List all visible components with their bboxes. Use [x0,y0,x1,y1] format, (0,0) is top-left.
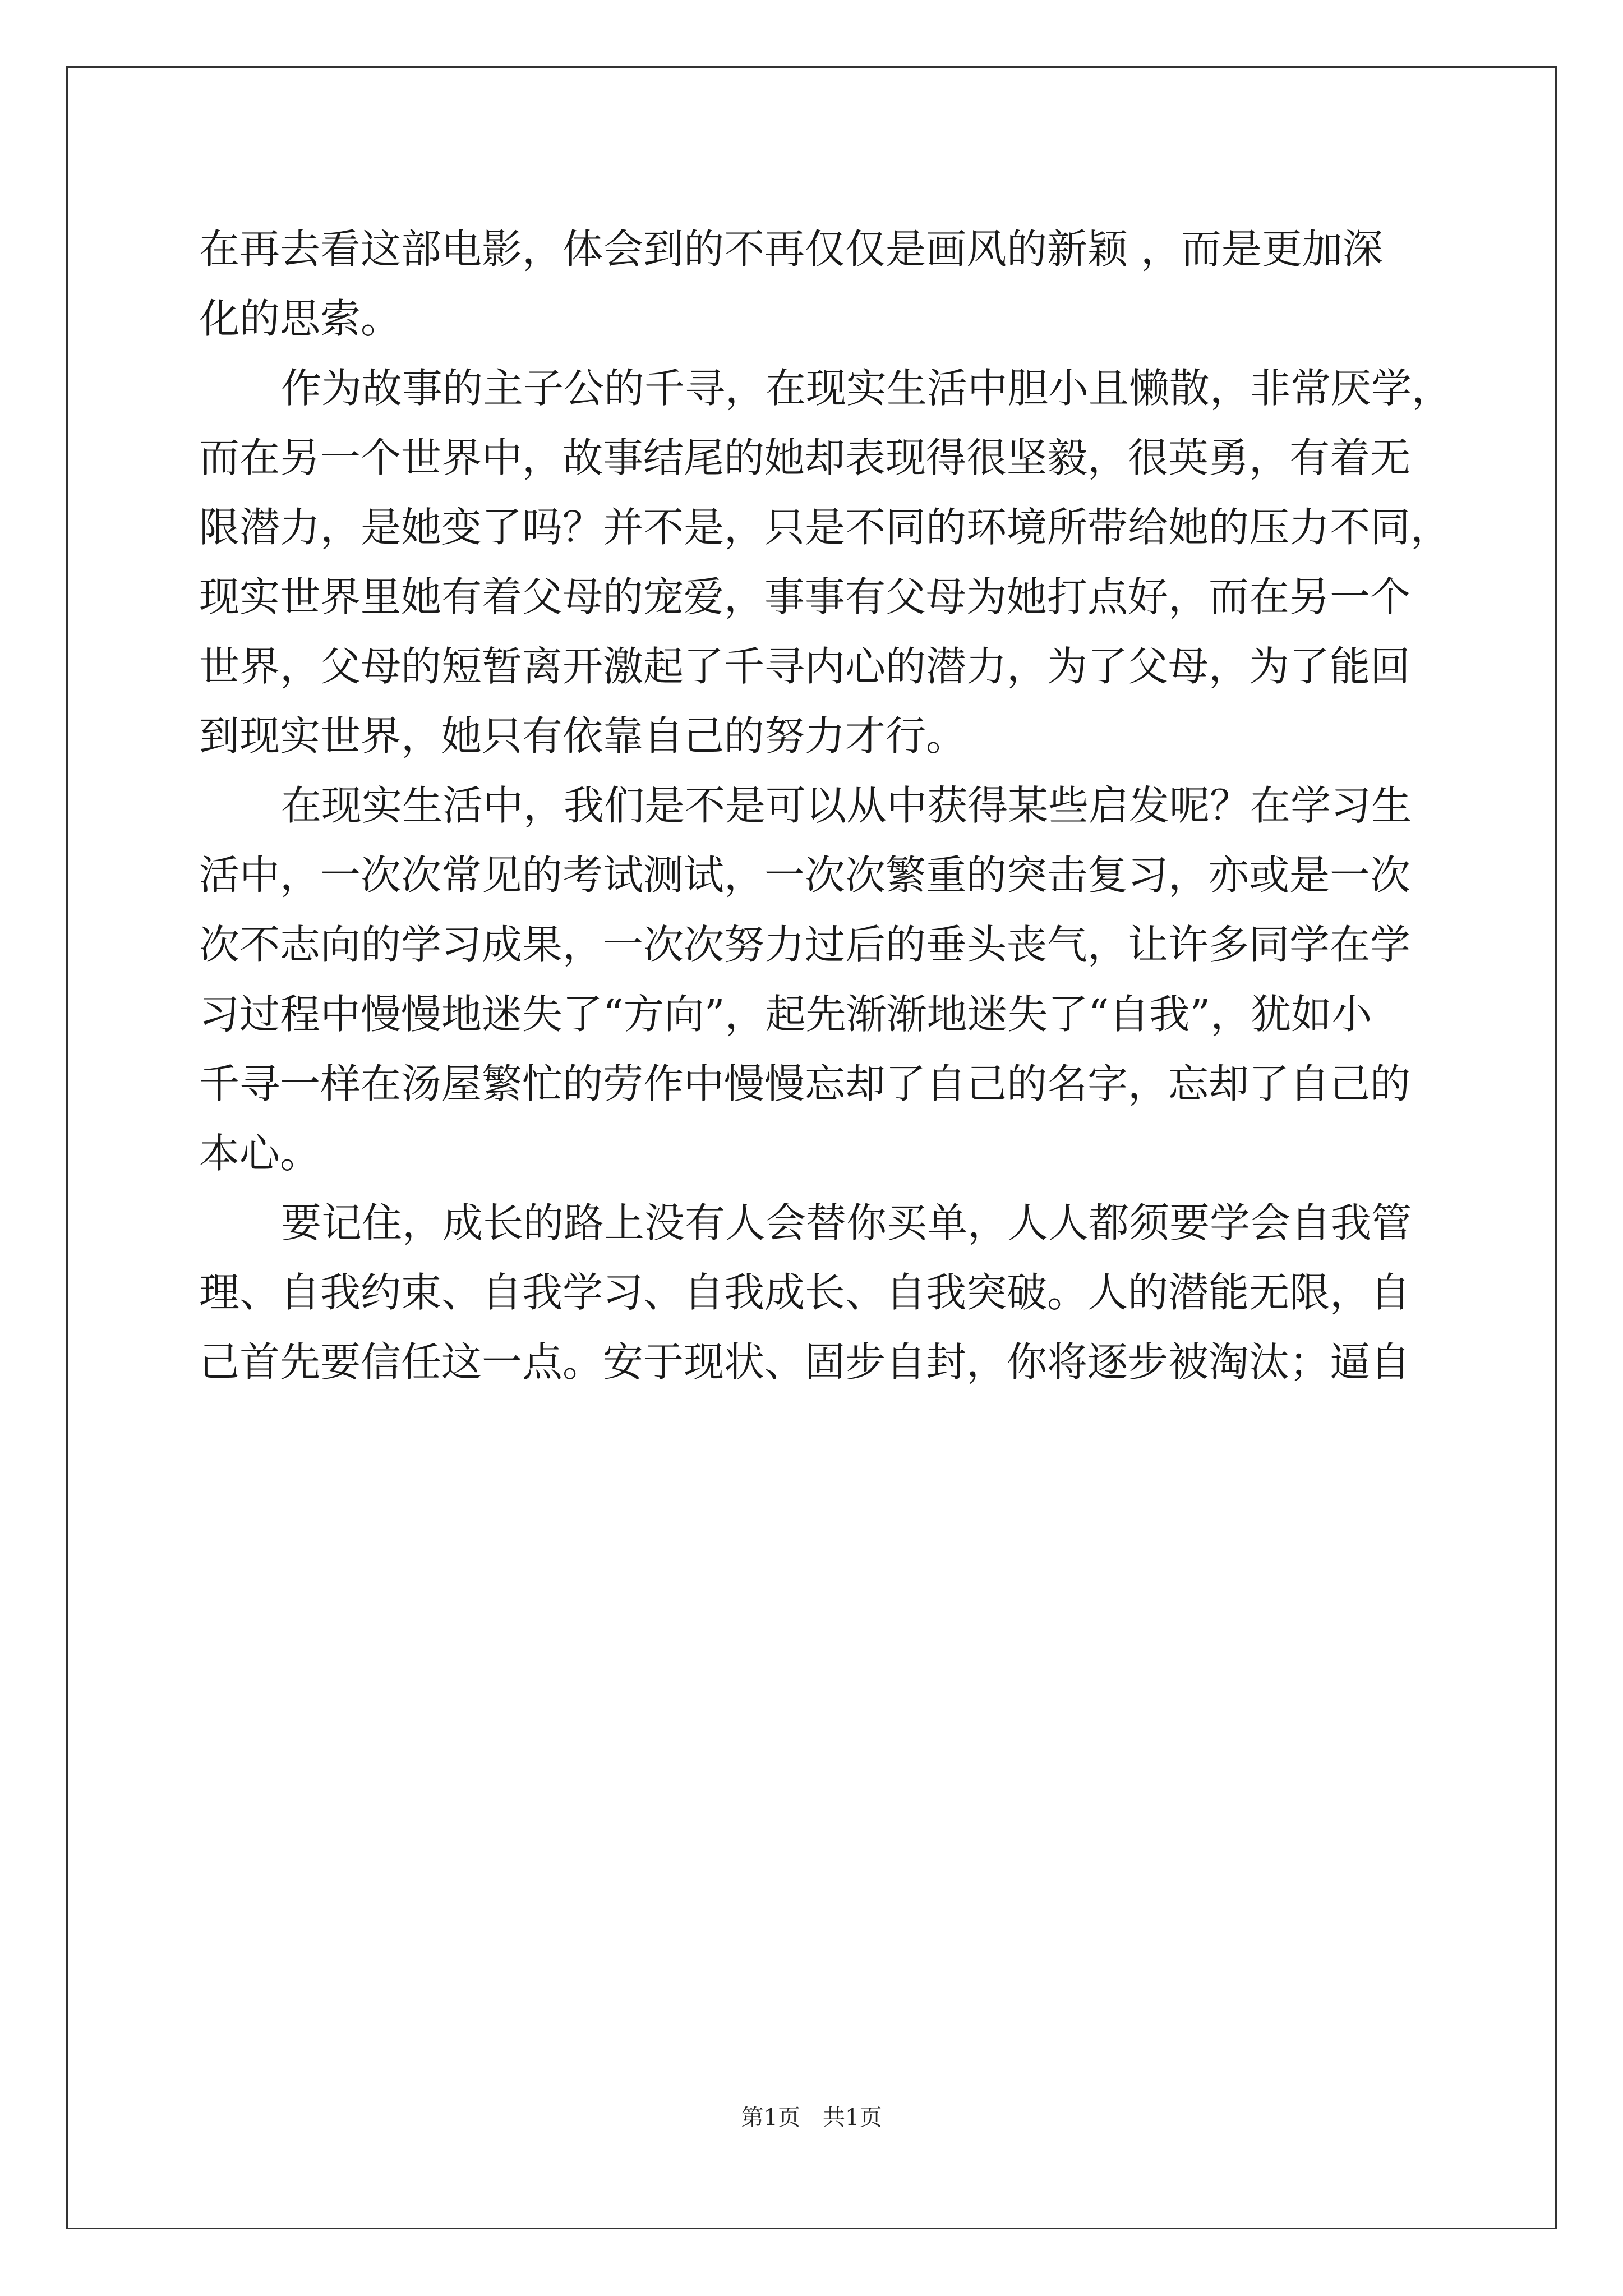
paragraph-start: 作为故事的主子公的千寻，在现实生活中胆小且懒散，非常厌学， [281,365,1453,412]
paragraph-start: 要记住，成长的路上没有人会替你买单，人人都须要学会自我管 [281,1199,1412,1246]
text-line: 理、自我约束、自我学习、自我成长、自我突破。人的潜能无限，自 [199,1269,1411,1316]
text-line: 活中，一次次常见的考试测试，一次次繁重的突击复习，亦或是一次 [199,852,1411,899]
text-line: 本心。 [199,1130,321,1177]
page-number-footer: 第1页 共1页 [741,2105,882,2131]
text-line: 现实世界里她有着父母的宠爱，事事有父母为她打点好，而在另一个 [199,573,1411,620]
text-line: 而在另一个世界中，故事结尾的她却表现得很坚毅，很英勇，有着无 [199,434,1411,481]
text-line: 限潜力，是她变了吗？并不是，只是不同的环境所带给她的压力不同， [199,504,1451,551]
text-line: 化的思索。 [199,295,402,342]
text-line: 世界，父母的短暂离开激起了千寻内心的潜力，为了父母，为了能回 [199,643,1411,690]
document-body [199,214,1453,1397]
paragraph-start: 在现实生活中，我们是不是可以从中获得某些启发呢？在学习生 [281,782,1412,829]
text-line: 到现实世界，她只有依靠自己的努力才行。 [199,712,967,760]
text-line: 己首先要信任这一点。安于现状、固步自封，你将逐步被淘汰；逼自 [199,1338,1411,1386]
text-line: 千寻一样在汤屋繁忙的劳作中慢慢忘却了自己的名字，忘却了自己的 [199,1060,1411,1107]
text-line: 习过程中慢慢地迷失了“方向”，起先渐渐地迷失了“自我”，犹如小 [199,991,1372,1038]
text-line: 次不志向的学习成果，一次次努力过后的垂头丧气，让许多同学在学 [199,921,1411,968]
text-line: 在再去看这部电影，体会到的不再仅仅是画风的新颖 ，而是更加深 [199,226,1383,273]
